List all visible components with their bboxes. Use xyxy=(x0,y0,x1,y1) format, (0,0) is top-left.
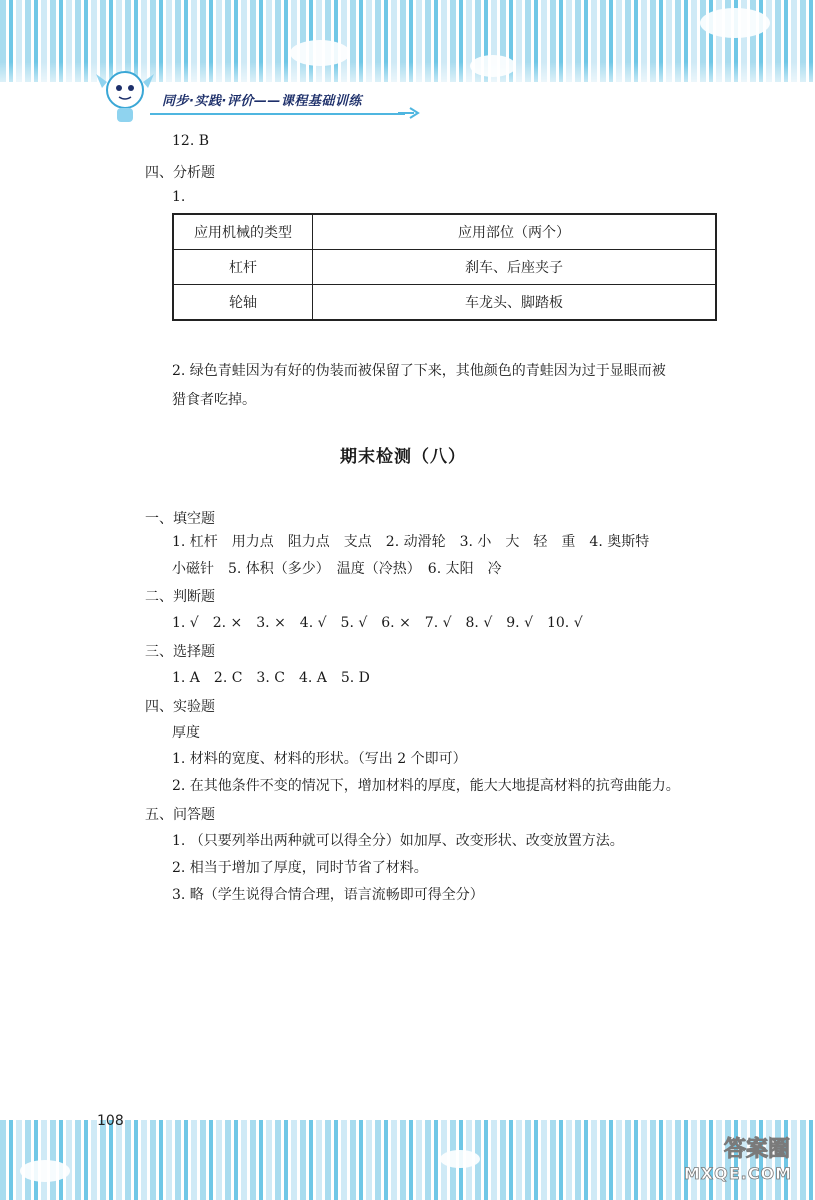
table-row xyxy=(173,250,716,285)
cloud-decoration xyxy=(470,55,516,77)
answer-line: 1. A 2. C 3. C 4. A 5. D xyxy=(172,670,370,686)
header-title: 同步·实践·评价——课程基础训练 xyxy=(162,94,362,109)
table-header-row xyxy=(173,214,716,250)
cloud-decoration xyxy=(700,8,770,38)
answer-table xyxy=(172,213,717,321)
answer-line: 厚度 xyxy=(172,725,200,741)
table-cell: 刹车、后座夹子 xyxy=(313,250,717,285)
arrow-icon xyxy=(398,106,420,120)
table-cell: 杠杆 xyxy=(173,250,313,285)
section-title: 期末检测（八） xyxy=(340,447,466,467)
answer-line: 1. 杠杆 用力点 阻力点 支点 2. 动滑轮 3. 小 大 轻 重 4. 奥斯特 xyxy=(172,534,650,550)
cloud-decoration xyxy=(20,1160,70,1182)
section-heading: 一、填空题 xyxy=(145,511,215,527)
question-2-line-1: 2. 绿色青蛙因为有好的伪装而被保留了下来，其他颜色的青蛙因为过于显眼而被 xyxy=(172,363,666,379)
answer-line: 2. 相当于增加了厚度，同时节省了材料。 xyxy=(172,860,428,876)
answer-line: 小磁针 5. 体积（多少） 温度（冷热） 6. 太阳 冷 xyxy=(172,561,502,577)
table-row xyxy=(173,285,716,321)
table-cell: 车龙头、脚踏板 xyxy=(313,285,717,321)
page-number: 108 xyxy=(97,1113,124,1129)
cloud-decoration xyxy=(440,1150,480,1168)
question-2-line-2: 猎食者吃掉。 xyxy=(172,392,256,408)
table-cell: 轮轴 xyxy=(173,285,313,321)
question-1-label: 1. xyxy=(172,189,186,205)
section-heading: 五、问答题 xyxy=(145,807,215,823)
answer-12: 12. B xyxy=(172,133,210,149)
section-heading: 三、选择题 xyxy=(145,644,215,660)
section-heading-analysis: 四、分析题 xyxy=(145,165,215,181)
section-heading: 二、判断题 xyxy=(145,589,215,605)
answer-line: 1. √ 2. × 3. × 4. √ 5. √ 6. × 7. √ 8. √ 9. √ 10. √ xyxy=(172,615,583,631)
watermark-text: 答案圈 xyxy=(723,1137,790,1162)
mascot-icon xyxy=(90,60,160,130)
table-header-cell: 应用部位（两个） xyxy=(313,214,717,250)
answer-line: 1. （只要列举出两种就可以得全分）如加厚、改变形状、改变放置方法。 xyxy=(172,833,624,849)
answer-line: 1. 材料的宽度、材料的形状。（写出 2 个即可） xyxy=(172,751,467,767)
watermark xyxy=(640,1130,800,1190)
table-header-cell: 应用机械的类型 xyxy=(173,214,313,250)
watermark-url: MXQE.COM xyxy=(683,1164,792,1183)
cloud-decoration xyxy=(290,40,350,66)
section-heading: 四、实验题 xyxy=(145,699,215,715)
answer-line: 3. 略（学生说得合情合理，语言流畅即可得全分） xyxy=(172,887,484,903)
answer-line: 2. 在其他条件不变的情况下，增加材料的厚度，能大大地提高材料的抗弯曲能力。 xyxy=(172,778,680,794)
header-divider xyxy=(150,113,405,115)
